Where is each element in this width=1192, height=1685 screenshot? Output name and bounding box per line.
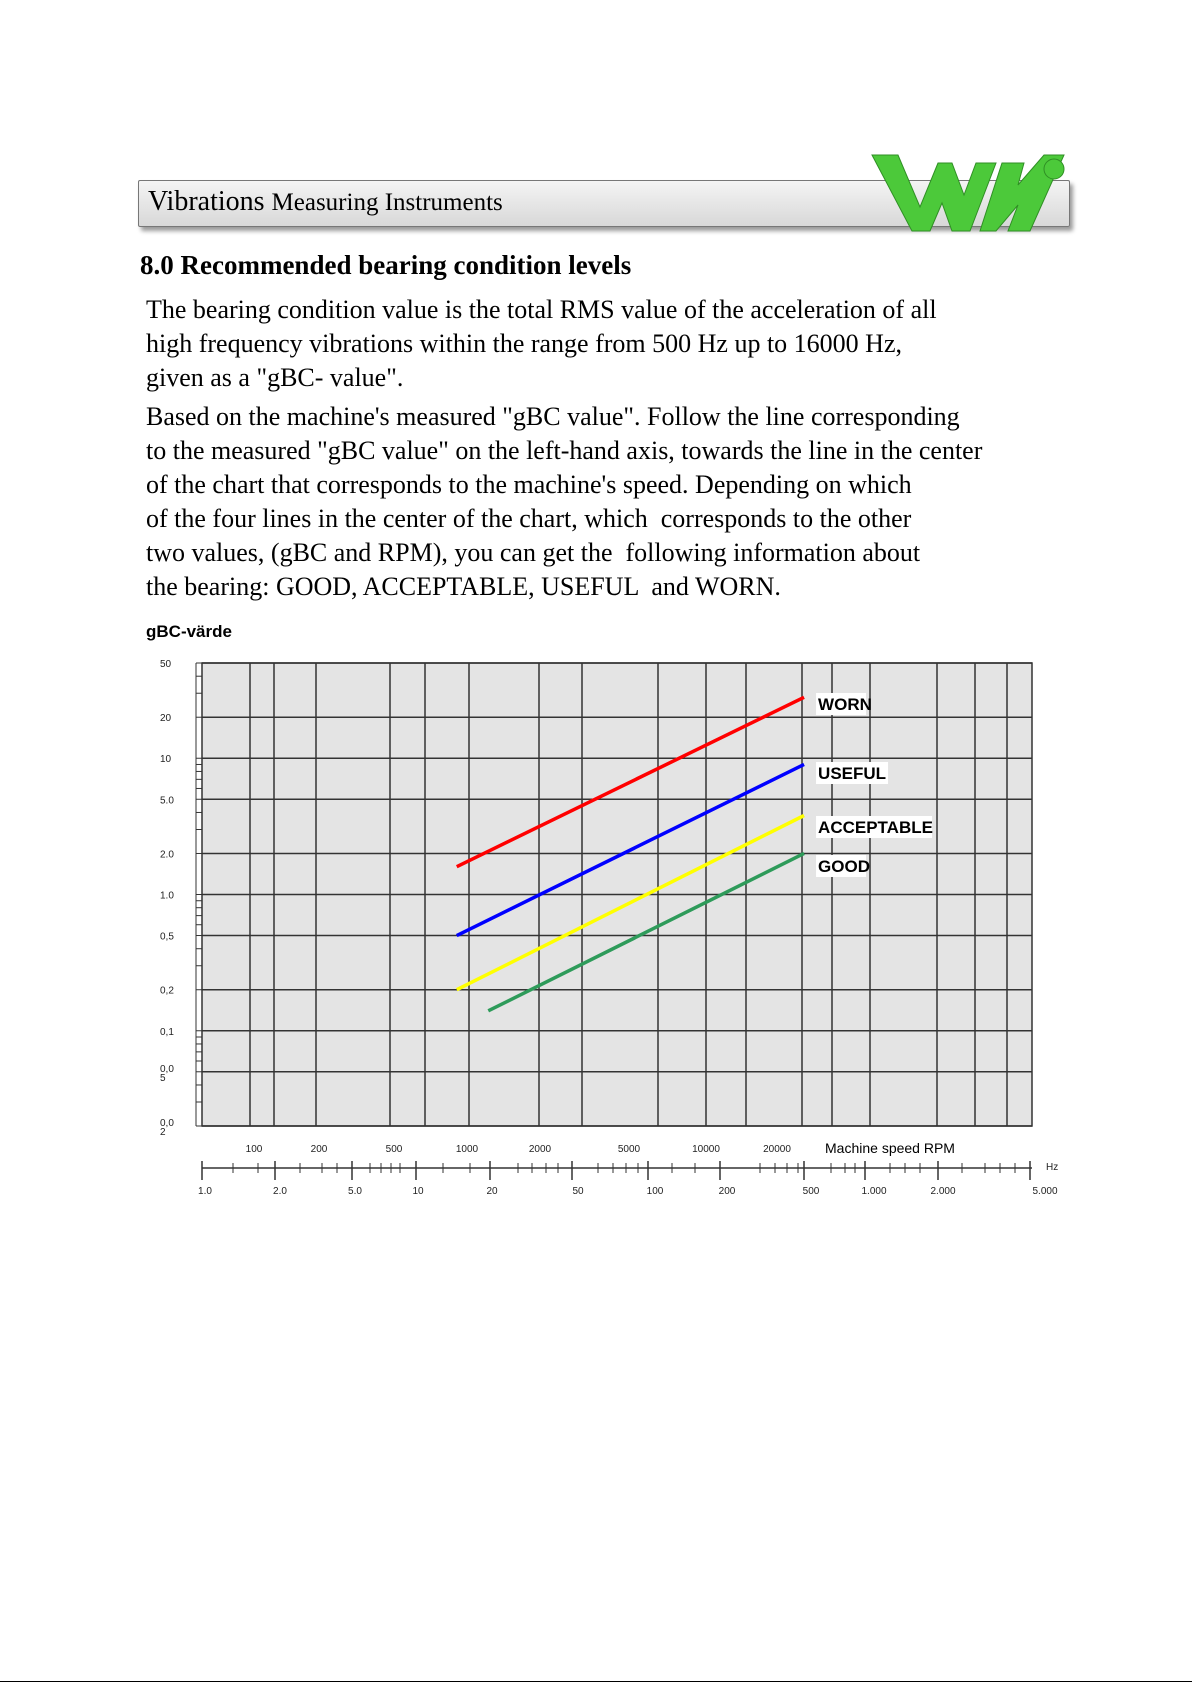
instructions-paragraph: Based on the machine's measured "gBC value". Follow the line corresponding to the measured "gBC value" on the left-hand axis, towards the line in the center of the chart that corresponds to the machine's speed. Depending on which of the four lines in the center of the chart, which corresponds to the other two values, (gBC and RPM), you can get the following information about the bearing: GOOD, ACCEPTABLE, USEFUL and WORN. <box>146 402 983 601</box>
hz-tick-label: 1.000 <box>861 1186 887 1197</box>
hz-tick-label: 100 <box>646 1186 664 1197</box>
x-tick-label: 200 <box>310 1144 328 1155</box>
y-tick-label: 0,5 <box>160 931 174 943</box>
hz-tick-label: 50 <box>572 1186 584 1197</box>
header-title-part2: Measuring Instruments <box>271 189 503 216</box>
section-title: 8.0 Recommended bearing condition levels <box>140 250 632 280</box>
series-label-useful: USEFUL <box>818 764 887 783</box>
x-tick-label: 100 <box>245 1144 263 1155</box>
y-tick-label: 1.0 <box>160 890 174 902</box>
y-tick-label: 0,0 <box>160 1063 174 1075</box>
header-title-part1: Vibrations <box>148 186 265 217</box>
y-tick-label: 0,0 <box>160 1118 174 1129</box>
series-label-good: GOOD <box>818 857 871 876</box>
y-tick-label: 2 <box>160 1127 166 1138</box>
x-tick-label: 1000 <box>455 1144 479 1155</box>
hz-tick-label: 500 <box>802 1186 820 1197</box>
y-tick-label: 5.0 <box>160 795 174 807</box>
hz-unit-label: Hz <box>1046 1162 1059 1173</box>
y-tick-label: 0,1 <box>160 1026 174 1038</box>
x-tick-label: 5000 <box>617 1144 641 1155</box>
hz-tick-label: 10 <box>412 1186 424 1197</box>
hz-tick-label: 1.0 <box>198 1186 212 1197</box>
y-tick-label: 5 <box>160 1072 166 1084</box>
x-tick-label: 2000 <box>528 1144 552 1155</box>
hz-tick-label: 20 <box>486 1186 498 1197</box>
x-axis-label: Machine speed RPM <box>825 1140 955 1156</box>
hz-tick-label: 2.000 <box>930 1186 956 1197</box>
chart-y-axis-label: gBC-värde <box>146 622 232 641</box>
y-tick-label: 20 <box>160 713 172 725</box>
y-tick-label: 10 <box>160 754 172 766</box>
series-label-acceptable: ACCEPTABLE <box>818 818 933 837</box>
intro-paragraph: The bearing condition value is the total RMS value of the acceleration of all high frequency vibrations within the range from 500 Hz up to 16000 Hz, given as a "gBC- value". <box>146 295 937 392</box>
x-tick-label: 20000 <box>763 1144 791 1155</box>
hz-tick-label: 5.0 <box>348 1186 362 1197</box>
page-bottom-rule <box>0 1681 1192 1682</box>
x-tick-label: 500 <box>385 1144 403 1155</box>
y-tick-label: 50 <box>160 659 172 670</box>
y-tick-label: 2.0 <box>160 849 174 861</box>
series-label-worn: WORN <box>818 695 872 714</box>
y-tick-label: 0,2 <box>160 985 174 997</box>
hz-tick-label: 5.000 <box>1032 1186 1058 1197</box>
hz-tick-label: 2.0 <box>273 1186 287 1197</box>
x-tick-label: 10000 <box>692 1144 720 1155</box>
hz-tick-label: 200 <box>718 1186 736 1197</box>
